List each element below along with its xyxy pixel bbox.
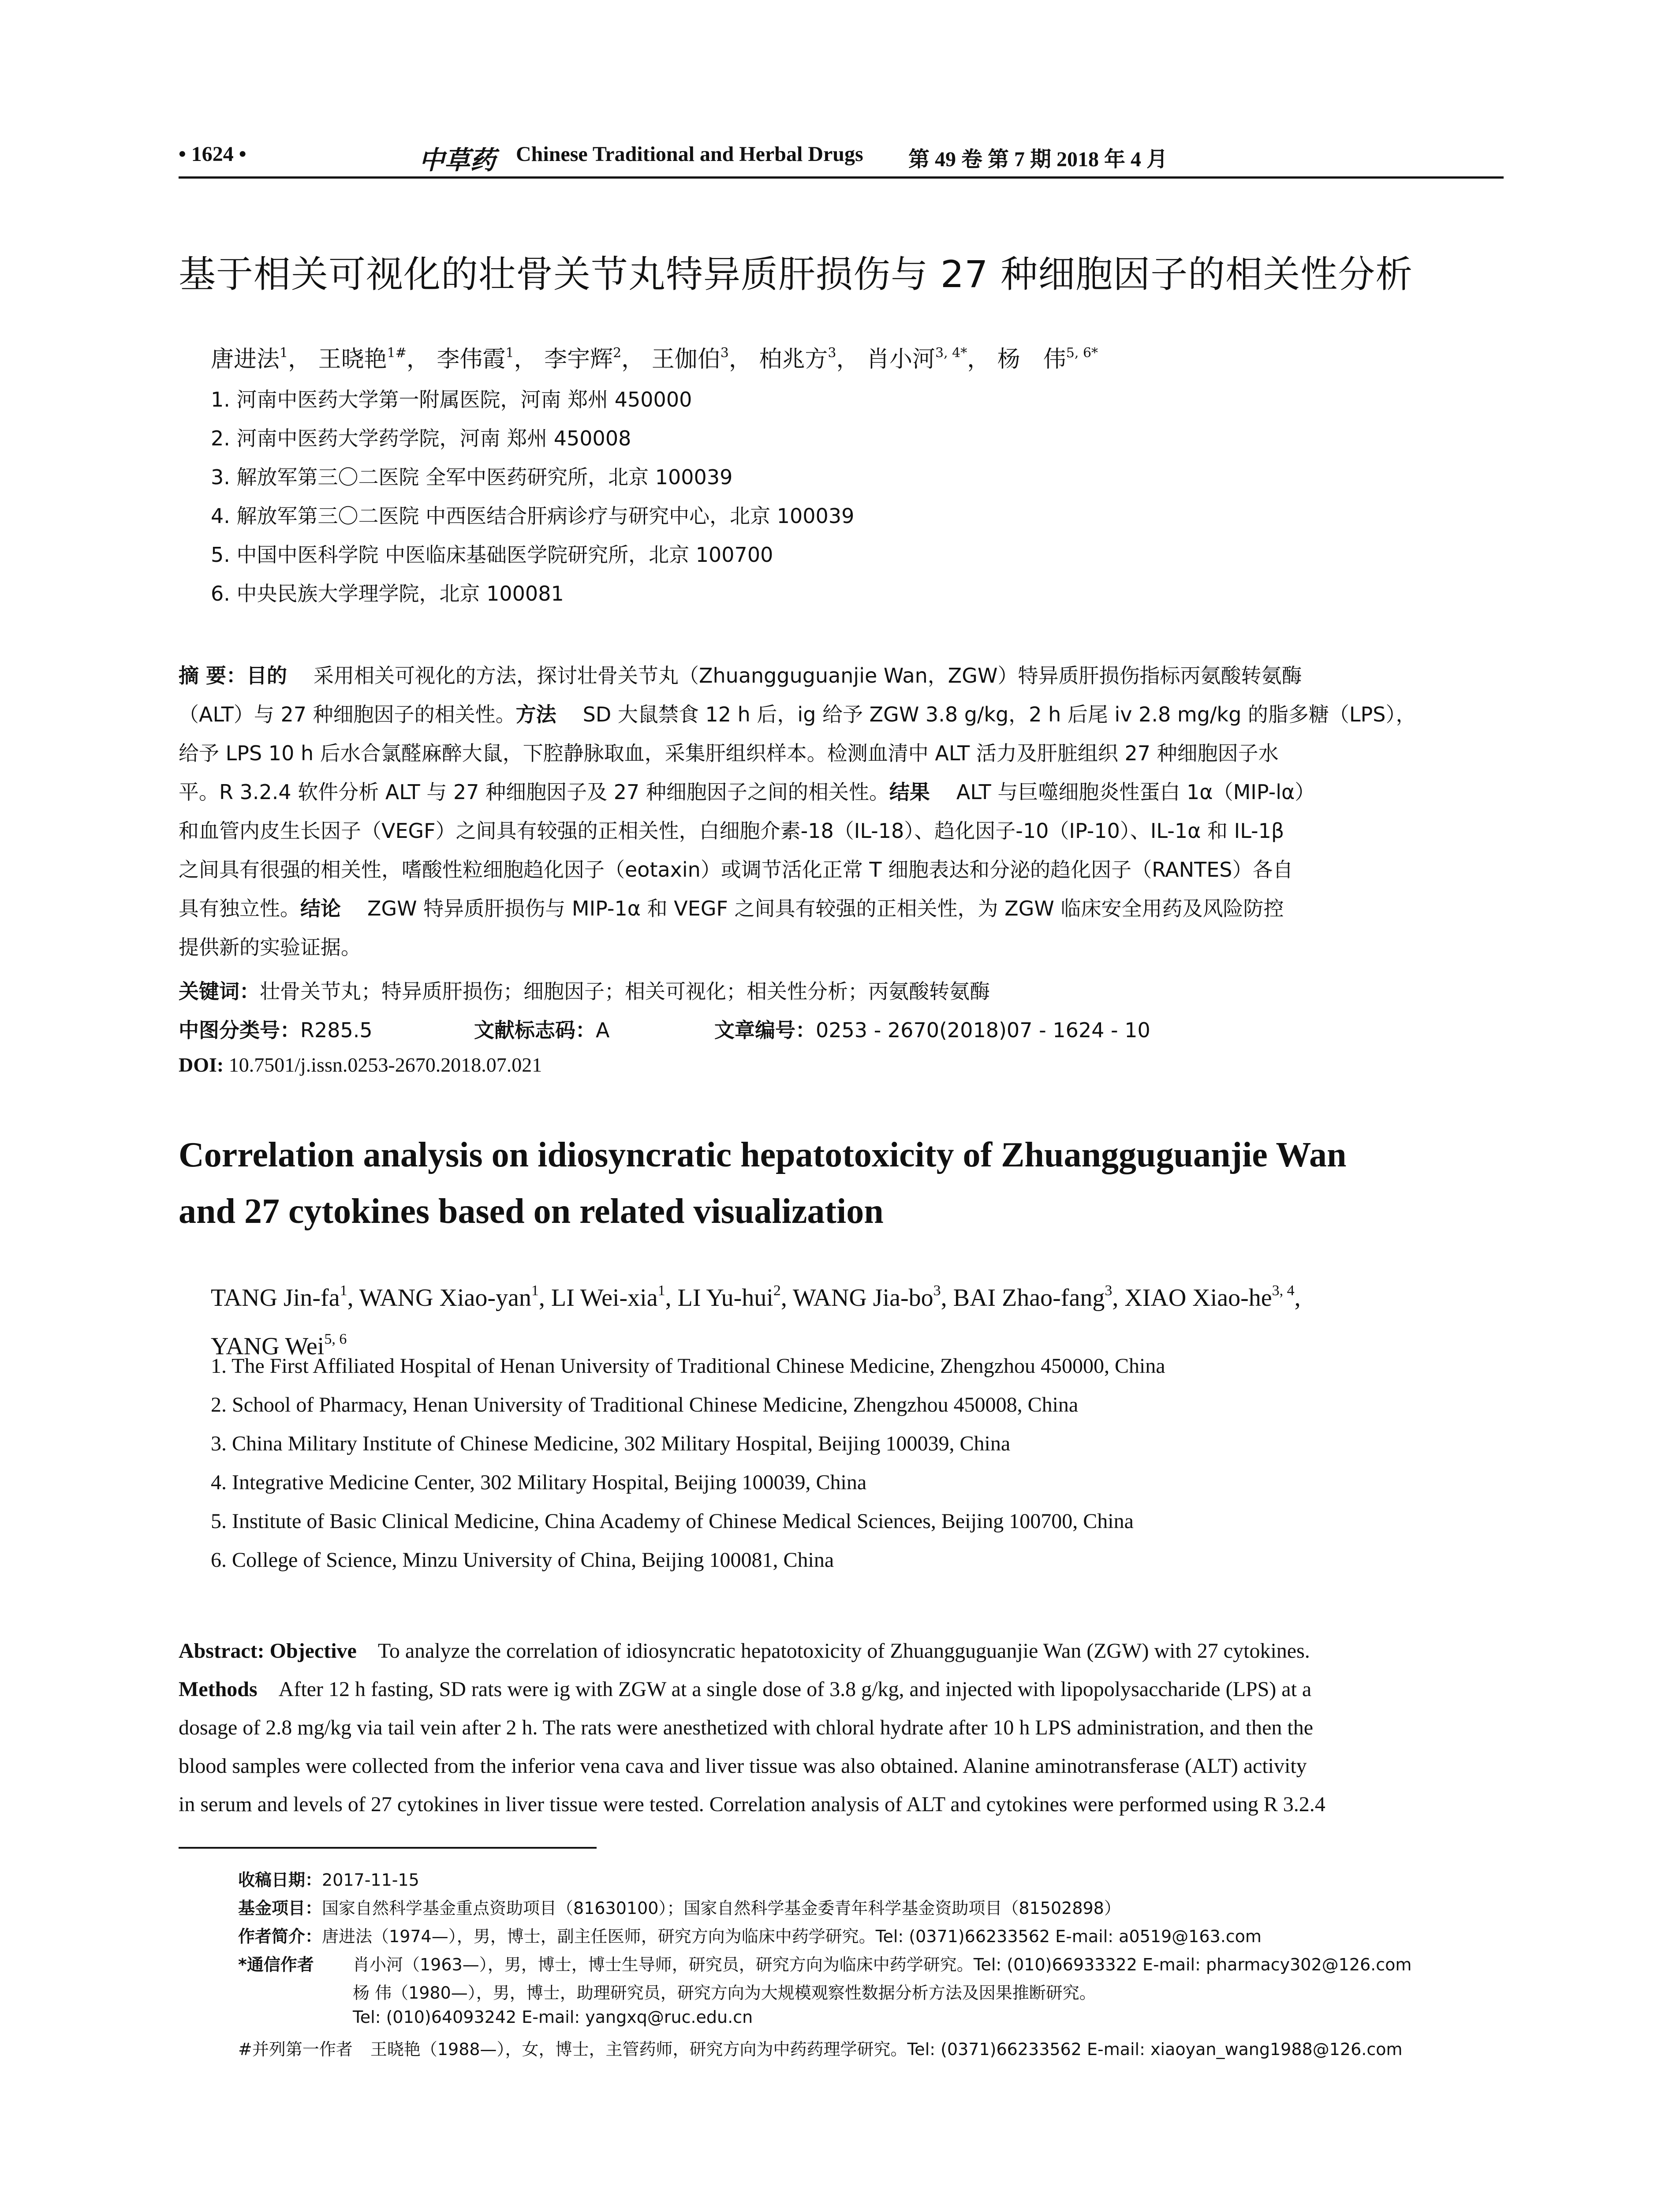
cn-author-sup: 3 <box>828 345 836 361</box>
page-number: • 1624 • <box>179 142 246 166</box>
en-author: LI Yu-hui <box>677 1284 773 1312</box>
en-abstract-line: dosage of 2.8 mg/kg via tail vein after 2 h. The rats were anesthetized with chloral hydrate after 10 h LPS administration, and then the <box>179 1716 1314 1739</box>
fund-value: 国家自然科学基金重点资助项目（81630100）；国家自然科学基金委青年科学基金资助项目（81502898） <box>322 1899 1121 1918</box>
cn-author: 杨 伟 <box>997 346 1066 373</box>
en-author-sup: 1 <box>657 1282 665 1299</box>
cn-affiliation: 6. 中央民族大学理学院，北京 100081 <box>211 582 564 605</box>
cn-abstract-line: 提供新的实验证据。 <box>179 935 361 959</box>
corr-label: *通信作者 <box>238 1955 314 1974</box>
cofirst-value: 王晓艳（1988—），女，博士，主管药师，研究方向为中药药理学研究。Tel: (0371)66233562 E-mail: xiaoyan_wang1988@126.com <box>370 2040 1403 2059</box>
clc-label: 中图分类号： <box>179 1018 300 1042</box>
cn-abstract-line: SD 大鼠禁食 12 h 后，ig 给予 ZGW 3.8 g/kg，2 h 后尾 iv 2.8 mg/kg 的脂多糖（LPS）， <box>582 703 1416 726</box>
cn-keywords <box>179 975 990 1005</box>
cn-author-sup: 3 <box>720 345 729 361</box>
en-author: WANG Xiao-yan <box>359 1284 531 1312</box>
cn-objective-label: 目的 <box>246 664 287 688</box>
fund-info <box>238 1895 1121 1919</box>
corresponding-author-label <box>238 1951 314 1975</box>
en-author: TANG Jin-fa <box>211 1284 340 1312</box>
cn-author: 肖小河 <box>866 346 935 373</box>
running-header <box>179 142 1501 175</box>
en-author: WANG Jia-bo <box>792 1284 933 1312</box>
en-author: XIAO Xiao-he <box>1124 1284 1272 1312</box>
keywords-label: 关键词： <box>179 979 260 1003</box>
en-methods-label: Methods <box>179 1678 258 1701</box>
en-abstract-line: To analyze the correlation of idiosyncratic hepatotoxicity of Zhuangguguanjie Wan (ZGW) with 27 cytokines. <box>377 1639 1310 1663</box>
en-author-sup: 2 <box>773 1282 781 1299</box>
en-affiliation: 2. School of Pharmacy, Henan University of Traditional Chinese Medicine, Zhengzhou 450008, China <box>211 1393 1079 1416</box>
cn-author-sup: 1 <box>505 345 514 361</box>
cn-author: 王伽伯 <box>651 346 721 373</box>
cn-abstract-line: 之间具有很强的相关性，嗜酸性粒细胞趋化因子（eotaxin）或调节活化正常 T 细胞表达和分泌的趋化因子（RANTES）各自 <box>179 858 1293 882</box>
cn-affiliation: 3. 解放军第三〇二医院 全军中医药研究所，北京 100039 <box>211 465 733 489</box>
cn-author-sup: 1 <box>280 345 288 361</box>
en-affiliation: 4. Integrative Medicine Center, 302 Military Hospital, Beijing 100039, China <box>211 1471 867 1494</box>
en-affiliation: 6. College of Science, Minzu University of China, Beijing 100081, China <box>211 1548 834 1572</box>
received-label: 收稿日期： <box>238 1870 322 1890</box>
cn-abstract-line: （ALT）与 27 种细胞因子的相关性。 <box>179 703 516 726</box>
article-no-label: 文章编号： <box>714 1018 816 1042</box>
received-date <box>238 1866 419 1891</box>
cn-conclusion-label: 结论 <box>300 897 341 920</box>
cn-author: 王晓艳 <box>318 346 387 373</box>
cn-author: 李宇辉 <box>544 346 613 373</box>
journal-title: Chinese Traditional and Herbal Drugs <box>516 142 863 166</box>
cn-classification <box>179 1014 1150 1043</box>
doi-link[interactable]: 10.7501/j.issn.0253-2670.2018.07.021 <box>228 1054 542 1076</box>
cn-author-sup: 2 <box>613 345 622 361</box>
en-author: BAI Zhao-fang <box>953 1284 1105 1312</box>
cn-affiliation: 4. 解放军第三〇二医院 中西医结合肝病诊疗与研究中心，北京 100039 <box>211 504 855 528</box>
en-author-sup: 1 <box>340 1282 347 1299</box>
cn-abstract-label: 摘 要： <box>179 664 247 688</box>
corresponding-author-1: 肖小河（1963—），男，博士，博士生导师，研究员，研究方向为临床中药学研究。Tel: (010)66933322 E-mail: pharmacy302@126.com <box>353 1955 1412 1974</box>
doi-line <box>179 1053 542 1076</box>
doc-code-label: 文献标志码： <box>474 1018 596 1042</box>
cn-abstract-line: ZGW 特异质肝损伤与 MIP-1α 和 VEGF 之间具有较强的正相关性，为 ZGW 临床安全用药及风险防控 <box>367 897 1284 920</box>
article-no-value: 0253 - 2670(2018)07 - 1624 - 10 <box>816 1018 1150 1042</box>
cn-author-sup: 1# <box>387 345 407 361</box>
en-title-line: and 27 cytokines based on related visualization <box>179 1192 884 1231</box>
cn-abstract-line: 和血管内皮生长因子（VEGF）之间具有较强的正相关性，白细胞介素-18（IL-18）、趋化因子-10（IP-10）、IL-1α 和 IL-1β <box>179 819 1284 843</box>
cn-abstract-line: 采用相关可视化的方法，探讨壮骨关节丸（Zhuangguguanjie Wan，ZGW）特异质肝损伤指标丙氨酸转氨酶 <box>314 664 1302 688</box>
clc-value: R285.5 <box>300 1018 373 1042</box>
en-author-sup: 3 <box>1105 1282 1113 1299</box>
en-author: YANG Wei <box>211 1333 325 1360</box>
header-rule <box>179 176 1504 179</box>
en-author-list: TANG Jin-$fa^1$, WANG Xiao-yan$^1$, LI Wei-xia$^1$, LI Yu-hui$^2$, WANG Jia-$bo^3$, BAI Zhao-fang$^3$, XIAO Xiao-he$^{3, 4}$, YANG Wei$^{5, 6}$ <box>211 1282 1301 1360</box>
en-abstract-label: Abstract: <box>179 1639 265 1663</box>
cn-affiliation: 5. 中国中医科学院 中医临床基础医学院研究所，北京 100700 <box>211 543 773 567</box>
en-abstract-line: in serum and levels of 27 cytokines in liver tissue were tested. Correlation analysis of ALT and cytokines were performed using R 3.2.4 <box>179 1793 1325 1816</box>
doi-label: DOI: <box>179 1054 224 1076</box>
cn-author: 唐进法 <box>211 346 280 373</box>
issue-info: 第 49 卷 第 7 期 2018 年 4 月 <box>908 148 1168 171</box>
cn-affiliation: 1. 河南中医药大学第一附属医院，河南 郑州 450000 <box>211 388 692 411</box>
cn-methods-label: 方法 <box>515 703 556 726</box>
co-first-author <box>238 2036 1402 2060</box>
cn-author: 李伟霞 <box>437 346 506 373</box>
cn-author-list: 唐进法$^1$， 王晓艳$^{1\#}$， 李伟霞$^1$， 李宇辉$^2$， 王伽伯$^3$， 柏兆方$^3$， 肖小河$^{3, 4*}$， 杨 伟$^{5, 6*}$ <box>211 345 1098 373</box>
cn-abstract-line: ALT 与巨噬细胞炎性蛋白 1α（MIP-lα） <box>956 780 1315 804</box>
doc-code-value: A <box>596 1018 610 1042</box>
en-article-title <box>179 1127 1346 1240</box>
journal-logo: 中草药 <box>419 145 496 175</box>
en-objective-label: Objective <box>269 1639 357 1663</box>
cn-abstract-line: 平。R 3.2.4 软件分析 ALT 与 27 种细胞因子及 27 种细胞因子之间的相关性。 <box>179 780 889 804</box>
footnote-rule <box>179 1847 597 1849</box>
en-author-sup: 3 <box>933 1282 941 1299</box>
cn-author-sup: 3, 4* <box>935 345 967 361</box>
keywords-text: 壮骨关节丸；特异质肝损伤；细胞因子；相关可视化；相关性分析；丙氨酸转氨酶 <box>260 979 990 1003</box>
en-title-line: Correlation analysis on idiosyncratic hepatotoxicity of Zhuangguguanjie Wan <box>179 1136 1347 1174</box>
en-author-sup: 3, 4 <box>1272 1282 1295 1299</box>
en-author: LI Wei-xia <box>551 1284 658 1312</box>
en-author-sup: 5, 6 <box>324 1331 347 1347</box>
fund-label: 基金项目： <box>238 1899 322 1918</box>
received-value: 2017-11-15 <box>322 1870 419 1890</box>
corresponding-author-2-contact: Tel: (010)64093242 E-mail: yangxq@ruc.edu.cn <box>353 2007 753 2027</box>
en-abstract-line: After 12 h fasting, SD rats were ig with ZGW at a single dose of 3.8 g/kg, and injected with lipopolysaccharide (LPS) at a <box>278 1678 1312 1701</box>
author-bio <box>238 1923 1262 1947</box>
en-abstract-line: blood samples were collected from the inferior vena cava and liver tissue was also obtained. Alanine aminotransferase (ALT) activity <box>179 1754 1307 1778</box>
cn-results-label: 结果 <box>889 780 930 804</box>
en-author-sup: 1 <box>531 1282 539 1299</box>
cn-affiliation: 2. 河南中医药大学药学院，河南 郑州 450008 <box>211 426 631 450</box>
cofirst-label: #并列第一作者 <box>238 2040 353 2059</box>
cn-abstract-line: 给予 LPS 10 h 后水合氯醛麻醉大鼠，下腔静脉取血，采集肝组织样本。检测血清中 ALT 活力及肝脏组织 27 种细胞因子水 <box>179 741 1279 765</box>
corresponding-author-2: 杨 伟（1980—），男，博士，助理研究员，研究方向为大规模观察性数据分析方法及因果推断研究。 <box>353 1983 1096 2003</box>
bio-value: 唐进法（1974—），男，博士，副主任医师，研究方向为临床中药学研究。Tel: (0371)66233562 E-mail: a0519@163.com <box>322 1927 1262 1946</box>
cn-author-sup: 5, 6* <box>1066 345 1098 361</box>
cn-article-title: 基于相关可视化的壮骨关节丸特异质肝损伤与 27 种细胞因子的相关性分析 <box>179 253 1413 296</box>
en-affiliation: 5. Institute of Basic Clinical Medicine, China Academy of Chinese Medical Sciences, Beijing 100700, China <box>211 1510 1134 1533</box>
cn-abstract-line: 具有独立性。 <box>179 897 300 920</box>
bio-label: 作者简介： <box>238 1927 322 1946</box>
cn-author: 柏兆方 <box>759 346 828 373</box>
en-affiliation: 3. China Military Institute of Chinese Medicine, 302 Military Hospital, Beijing 100039, China <box>211 1432 1011 1455</box>
en-affiliation: 1. The First Affiliated Hospital of Henan University of Traditional Chinese Medicine, Zhengzhou 450000, China <box>211 1354 1165 1378</box>
